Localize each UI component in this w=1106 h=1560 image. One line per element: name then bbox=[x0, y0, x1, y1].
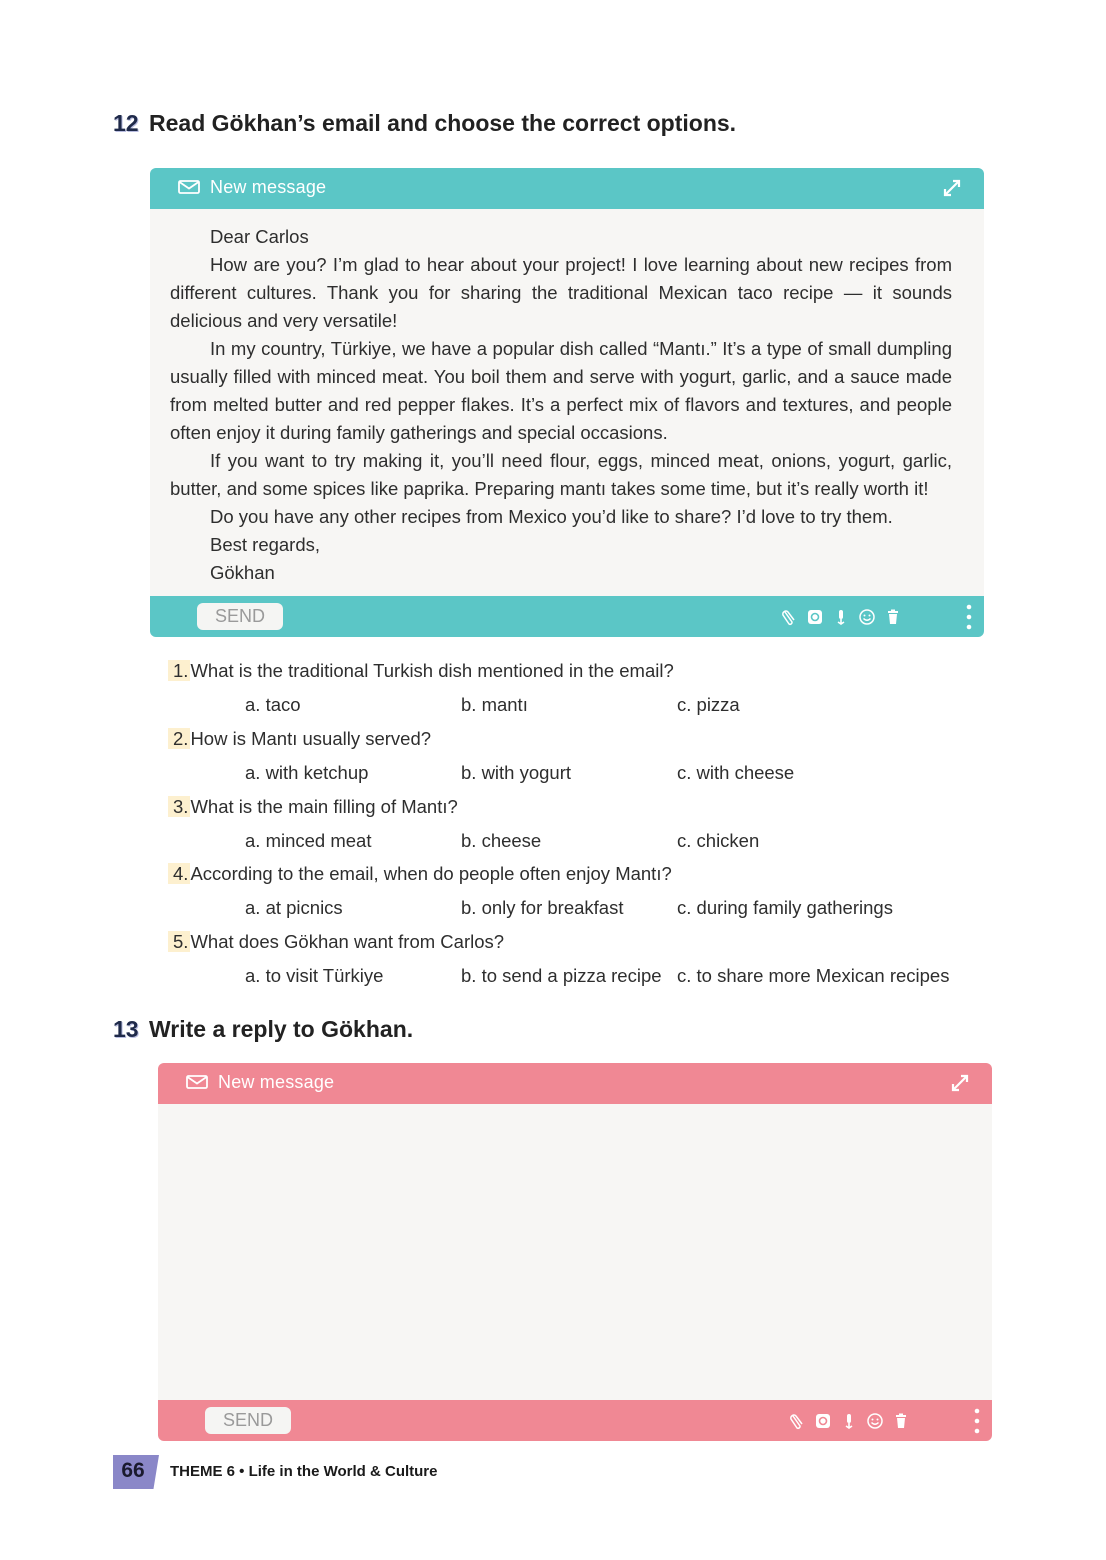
envelope-icon bbox=[186, 1075, 208, 1089]
page-number: 66 bbox=[121, 1459, 145, 1482]
option-c[interactable]: c. chicken bbox=[677, 830, 760, 851]
email-header-title: New message bbox=[218, 1072, 335, 1092]
option-c[interactable]: c. pizza bbox=[677, 694, 740, 715]
question-2 bbox=[168, 728, 431, 750]
reply-writing-area[interactable] bbox=[158, 1104, 992, 1400]
more-vertical-icon[interactable] bbox=[966, 603, 972, 631]
email-body bbox=[150, 209, 984, 596]
question-4 bbox=[168, 863, 672, 885]
option-b[interactable]: b. cheese bbox=[461, 830, 542, 851]
exercise-12-number: 12 bbox=[113, 110, 139, 136]
option-b[interactable]: b. only for breakfast bbox=[461, 897, 624, 918]
email-letter bbox=[150, 209, 984, 587]
question-5 bbox=[168, 931, 504, 953]
camera-icon[interactable] bbox=[814, 1412, 832, 1430]
email-tools bbox=[788, 1411, 910, 1431]
option-a[interactable]: a. with ketchup bbox=[245, 762, 369, 783]
email-window-gokhan bbox=[150, 168, 984, 637]
email-window-reply bbox=[158, 1063, 992, 1441]
email-paragraph: How are you? I’m glad to hear about your project! I love learning about new recipes from different cultures. Thank you for sharing the traditional Mexican taco recipe — it sounds delicious and very versatile! bbox=[170, 254, 952, 331]
trash-icon[interactable] bbox=[892, 1412, 910, 1430]
exercise-13-title bbox=[113, 1016, 413, 1043]
page-number-badge bbox=[113, 1455, 159, 1489]
question-number: 5. bbox=[168, 931, 190, 952]
question-3 bbox=[168, 796, 458, 818]
expand-icon[interactable] bbox=[950, 1073, 970, 1093]
option-c[interactable]: c. with cheese bbox=[677, 762, 795, 783]
exercise-13-number: 13 bbox=[113, 1016, 139, 1042]
send-button[interactable]: SEND bbox=[205, 1407, 291, 1434]
expand-icon[interactable] bbox=[942, 178, 962, 198]
exercise-13-instruction: Write a reply to Gökhan. bbox=[149, 1016, 414, 1042]
email-paragraph: If you want to try making it, you’ll need flour, eggs, minced meat, onions, yogurt, garlic, butter, and some spices like paprika. Preparing mantı takes some time, but it’s really worth it! bbox=[170, 450, 952, 499]
send-button[interactable]: SEND bbox=[197, 603, 283, 630]
option-b[interactable]: b. mantı bbox=[461, 694, 528, 715]
more-vertical-icon[interactable] bbox=[974, 1407, 980, 1435]
camera-icon[interactable] bbox=[806, 608, 824, 626]
question-text: According to the email, when do people often enjoy Mantı? bbox=[190, 863, 672, 884]
email-greeting: Dear Carlos bbox=[210, 226, 309, 247]
question-text: What does Gökhan want from Carlos? bbox=[190, 931, 505, 952]
email-tools bbox=[780, 607, 902, 627]
question-text: What is the traditional Turkish dish mentioned in the email? bbox=[190, 660, 674, 681]
exercise-12-instruction: Read Gökhan’s email and choose the correct options. bbox=[149, 110, 737, 136]
exercise-12-title bbox=[113, 110, 736, 137]
email-signature: Gökhan bbox=[210, 562, 275, 583]
microphone-icon[interactable] bbox=[840, 1412, 858, 1430]
option-c[interactable]: c. to share more Mexican recipes bbox=[677, 965, 950, 986]
envelope-icon bbox=[178, 180, 200, 194]
trash-icon[interactable] bbox=[884, 608, 902, 626]
question-number: 1. bbox=[168, 660, 190, 681]
option-a[interactable]: a. to visit Türkiye bbox=[245, 965, 384, 986]
email-header-title: New message bbox=[210, 177, 327, 197]
microphone-icon[interactable] bbox=[832, 608, 850, 626]
theme-label: THEME 6 • Life in the World & Culture bbox=[170, 1463, 438, 1480]
email-header bbox=[158, 1063, 992, 1104]
option-b[interactable]: b. with yogurt bbox=[461, 762, 572, 783]
question-text: How is Mantı usually served? bbox=[190, 728, 432, 749]
question-number: 4. bbox=[168, 863, 190, 884]
question-1 bbox=[168, 660, 674, 682]
question-number: 2. bbox=[168, 728, 190, 749]
email-paragraph: Do you have any other recipes from Mexico you’d like to share? I’d love to try them. bbox=[210, 506, 893, 527]
paperclip-icon[interactable] bbox=[788, 1412, 806, 1430]
option-b[interactable]: b. to send a pizza recipe bbox=[461, 965, 662, 986]
emoji-icon[interactable] bbox=[858, 608, 876, 626]
question-number: 3. bbox=[168, 796, 190, 817]
email-closing: Best regards, bbox=[210, 534, 321, 555]
option-a[interactable]: a. at picnics bbox=[245, 897, 343, 918]
emoji-icon[interactable] bbox=[866, 1412, 884, 1430]
option-a[interactable]: a. minced meat bbox=[245, 830, 372, 851]
email-header bbox=[150, 168, 984, 209]
email-paragraph: In my country, Türkiye, we have a popular dish called “Mantı.” It’s a type of small dumpling usually filled with minced meat. You boil them and serve with yogurt, garlic, and a sauce made from melted butter and red pepper flakes. It’s a perfect mix of flavors and textures, and people often enjoy it during family gatherings and special occasions. bbox=[170, 338, 952, 443]
email-footer-toolbar bbox=[150, 596, 984, 637]
email-footer-toolbar bbox=[158, 1400, 992, 1441]
question-text: What is the main filling of Mantı? bbox=[190, 796, 458, 817]
option-a[interactable]: a. taco bbox=[245, 694, 301, 715]
paperclip-icon[interactable] bbox=[780, 608, 798, 626]
option-c[interactable]: c. during family gatherings bbox=[677, 897, 893, 918]
